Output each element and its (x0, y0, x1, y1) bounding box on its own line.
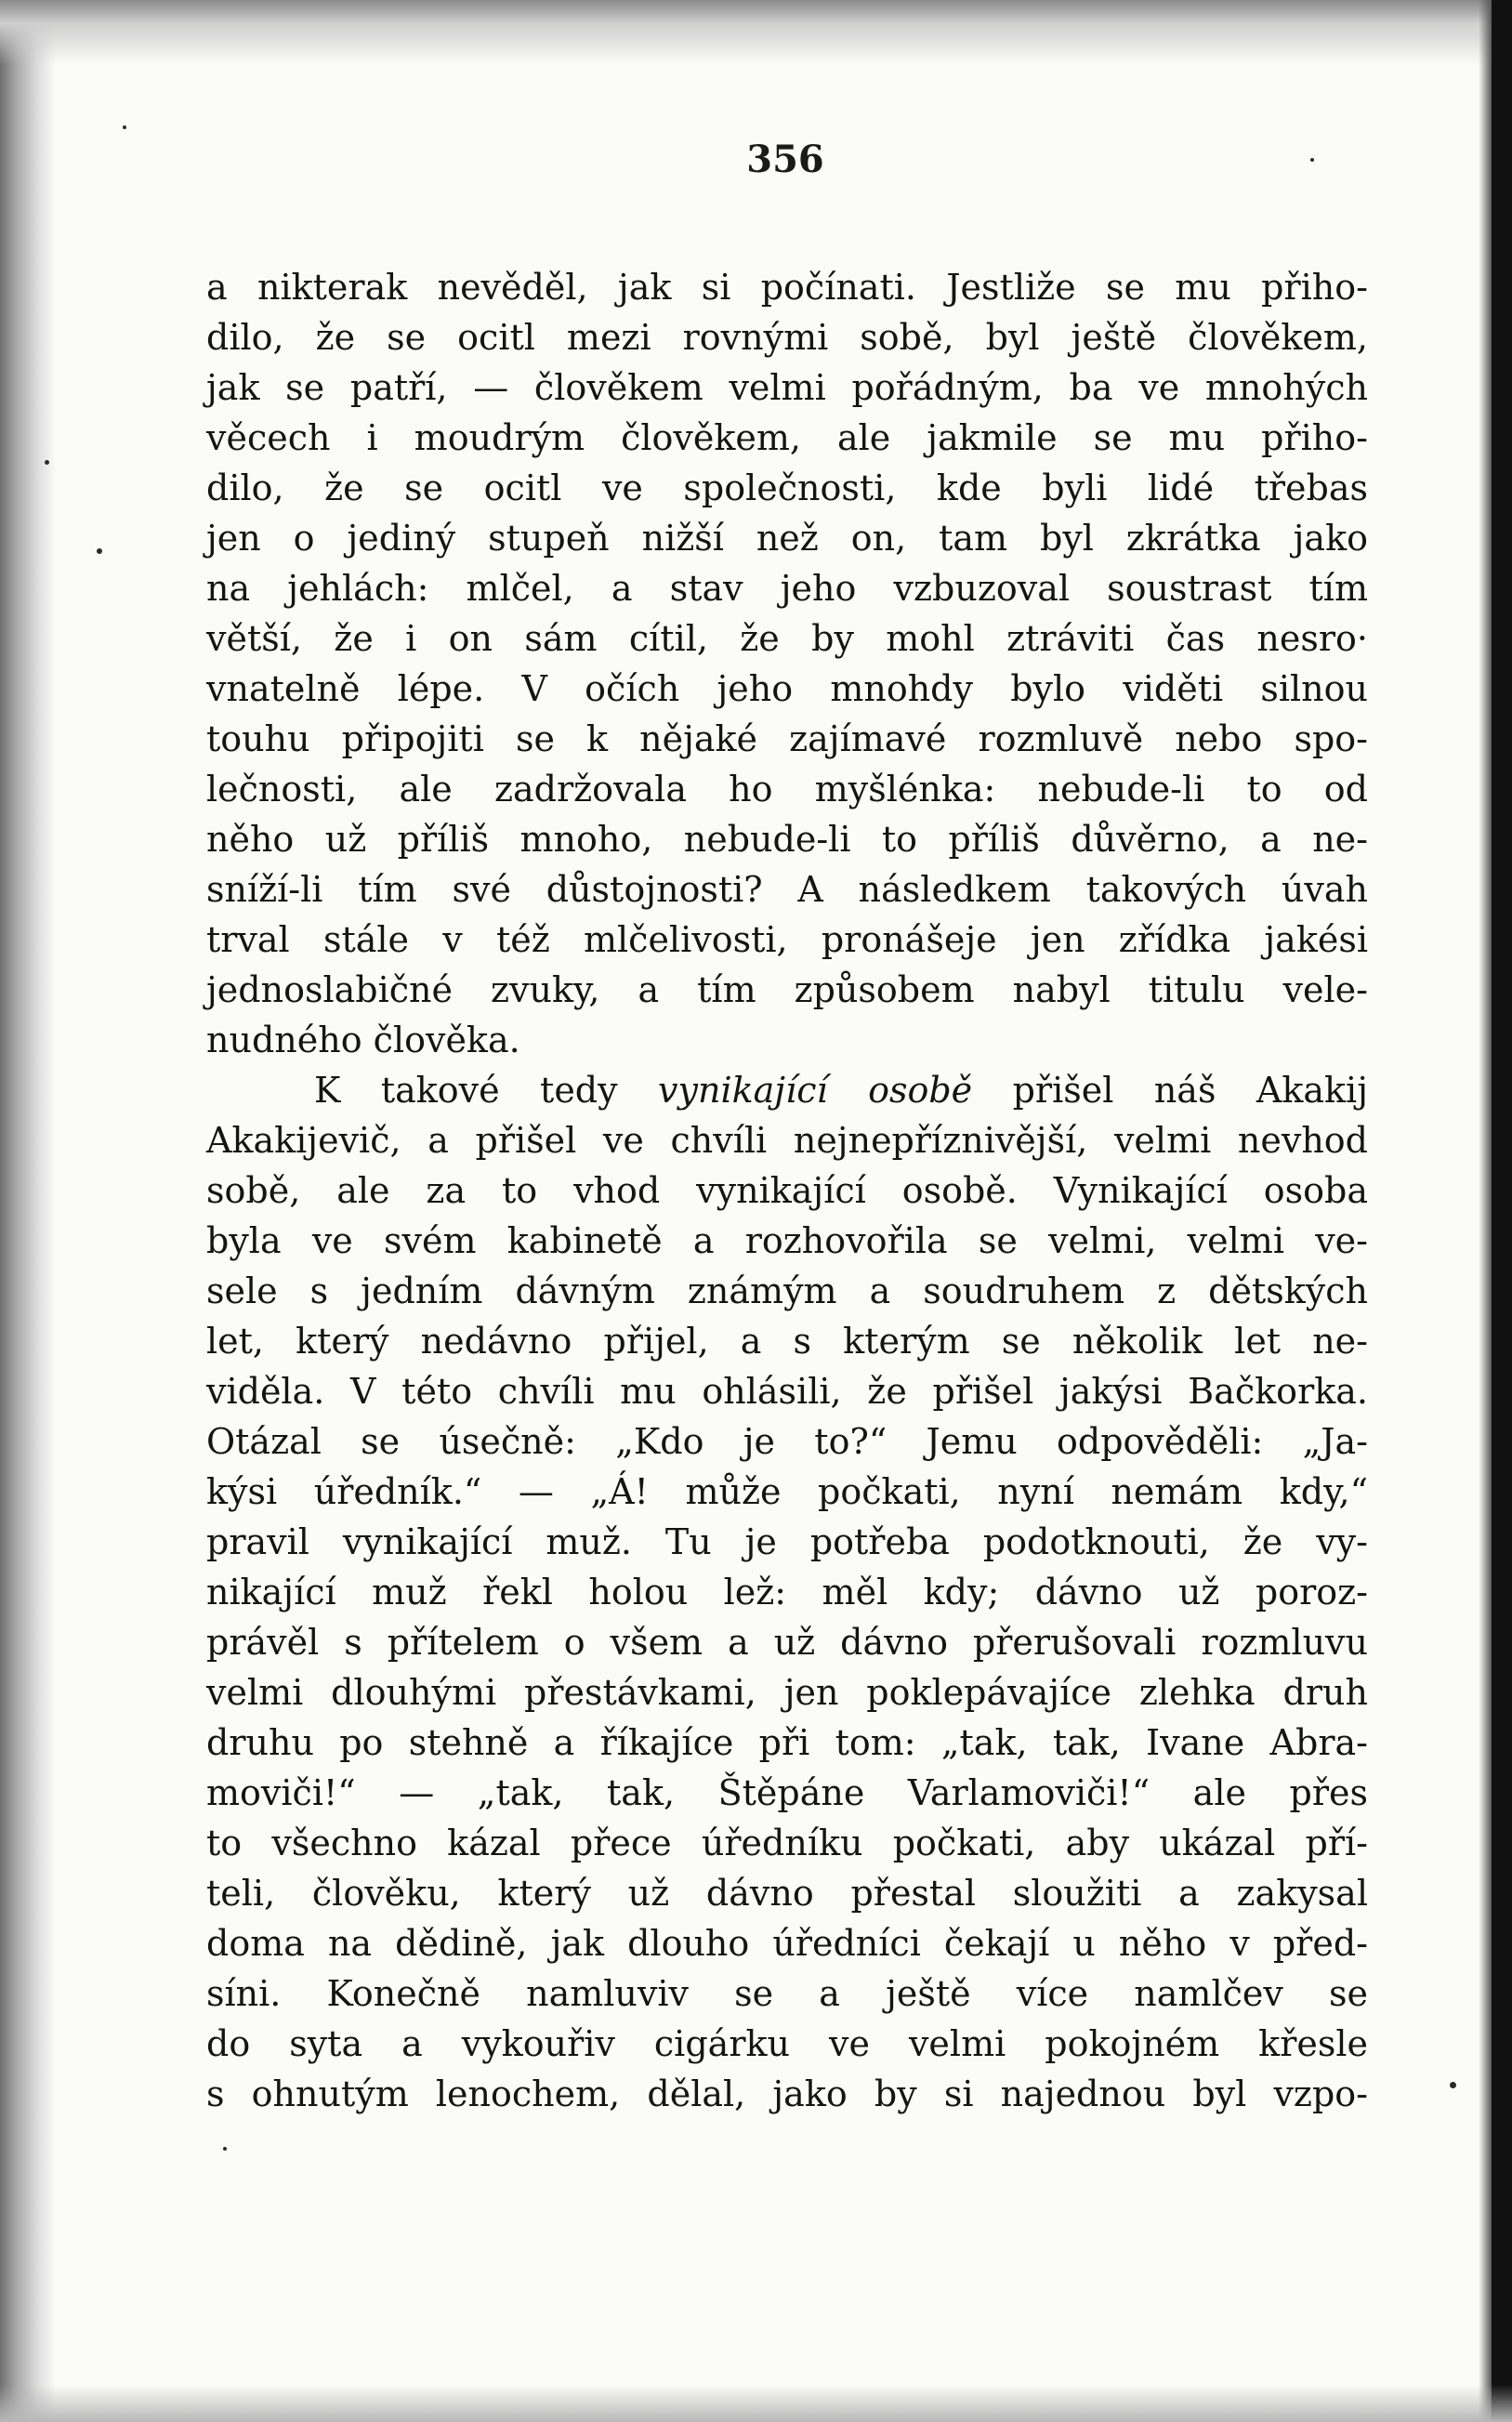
scan-speck (1450, 2082, 1456, 2088)
paragraph-start-line (206, 1065, 1368, 1115)
text-line: něho už příliš mnoho, nebude-li to příliš důvěrno, a ne- (206, 819, 1368, 860)
text-line: nudného člověka. (206, 1020, 520, 1060)
text-line: trval stále v též mlčelivosti, pronášeje jen zřídka jakési (206, 919, 1368, 960)
text-line: nikající muž řekl holou lež: měl kdy; dávno už poroz- (206, 1572, 1368, 1612)
text-run: K takové tedy (314, 1070, 659, 1111)
text-line: do syta a vykouřiv cigárku ve velmi pokojném křesle (206, 2023, 1368, 2064)
text-line: byla ve svém kabinetě a rozhovořila se velmi, velmi ve- (206, 1220, 1368, 1261)
text-line: s ohnutým lenochem, dělal, jako by si najednou byl vzpo- (206, 2073, 1368, 2114)
scan-edge-right-shadow (1479, 0, 1492, 2422)
scan-edge-left (0, 0, 56, 2422)
text-line: Otázal se úsečně: „Kdo je to?“ Jemu odpověděli: „Ja- (206, 1421, 1368, 1462)
text-line: moviči!“ — „tak, tak, Štěpáne Varlamoviči!“ ale přes (206, 1772, 1368, 1813)
scan-speck (223, 2147, 227, 2151)
body-text (206, 262, 1368, 2119)
text-line: dilo, že se ocitl ve společnosti, kde byli lidé třebas (206, 467, 1368, 508)
text-line: na jehlách: mlčel, a stav jeho vzbuzoval soustrast tím (206, 568, 1368, 609)
text-line: to všechno kázal přece úředníku počkati, aby ukázal pří- (206, 1823, 1368, 1863)
text-line: doma na dědině, jak dlouho úředníci čekají u něho v před- (206, 1923, 1368, 1964)
scan-speck (45, 460, 49, 465)
text-line: věcech i moudrým člověkem, ale jakmile se mu přiho- (206, 417, 1368, 458)
text-line: síni. Konečně namluviv se a ještě více namlčev se (206, 1973, 1368, 2014)
text-line: sníží-li tím své důstojnosti? A následkem takových úvah (206, 869, 1368, 910)
text-line: právěl s přítelem o všem a už dávno přerušovali rozmluvu (206, 1622, 1368, 1663)
text-line: sele s jedním dávným známým a soudruhem z dětských (206, 1270, 1368, 1311)
text-line: kýsi úředník.“ — „Á! může počkati, nyní nemám kdy,“ (206, 1471, 1368, 1512)
page-number: 356 (746, 138, 824, 181)
text-line: let, který nedávno přijel, a s kterým se několik let ne- (206, 1321, 1368, 1362)
text-line: dilo, že se ocitl mezi rovnými sobě, byl ještě člověkem, (206, 317, 1368, 358)
scan-edge-bottom (0, 2385, 1512, 2422)
scan-speck (97, 548, 102, 554)
scan-speck (123, 125, 126, 129)
text-line: teli, člověku, který už dávno přestal sloužiti a zakysal (206, 1873, 1368, 1914)
scan-edge-top (0, 0, 1512, 65)
text-line: jen o jediný stupeň nižší než on, tam byl zkrátka jako (206, 518, 1368, 559)
text-line: druhu po stehně a říkajíce při tom: „tak, tak, Ivane Abra- (206, 1722, 1368, 1763)
text-line: a nikterak nevěděl, jak si počínati. Jestliže se mu přiho- (206, 267, 1368, 308)
text-line: touhu připojiti se k nějaké zajímavé rozmluvě nebo spo- (206, 718, 1368, 759)
text-line: vnatelně lépe. V očích jeho mnohdy bylo viděti silnou (206, 668, 1368, 709)
text-line: jednoslabičné zvuky, a tím způsobem nabyl titulu vele- (206, 969, 1368, 1010)
text-line: pravil vynikající muž. Tu je potřeba podotknouti, že vy- (206, 1521, 1368, 1562)
text-line: lečnosti, ale zadržovala ho myšlénka: nebude-li to od (206, 769, 1368, 810)
scan-edge-right (1492, 0, 1512, 2422)
text-line: sobě, ale za to vhod vynikající osobě. Vynikající osoba (206, 1170, 1368, 1211)
emphasized-phrase: vynikající osobě (658, 1070, 973, 1111)
scan-speck (1310, 158, 1314, 162)
text-line: Akakijevič, a přišel ve chvíli nejnepříznivější, velmi nevhod (206, 1120, 1368, 1161)
text-line: jak se patří, — člověkem velmi pořádným, ba ve mnohých (206, 367, 1368, 408)
text-line: viděla. V této chvíli mu ohlásili, že přišel jakýsi Bačkorka. (206, 1371, 1368, 1412)
text-run: přišel náš Akakij (972, 1070, 1368, 1111)
text-line: větší, že i on sám cítil, že by mohl ztráviti čas nesro· (206, 618, 1368, 659)
text-line: velmi dlouhými přestávkami, jen poklepávajíce zlehka druh (206, 1672, 1368, 1713)
